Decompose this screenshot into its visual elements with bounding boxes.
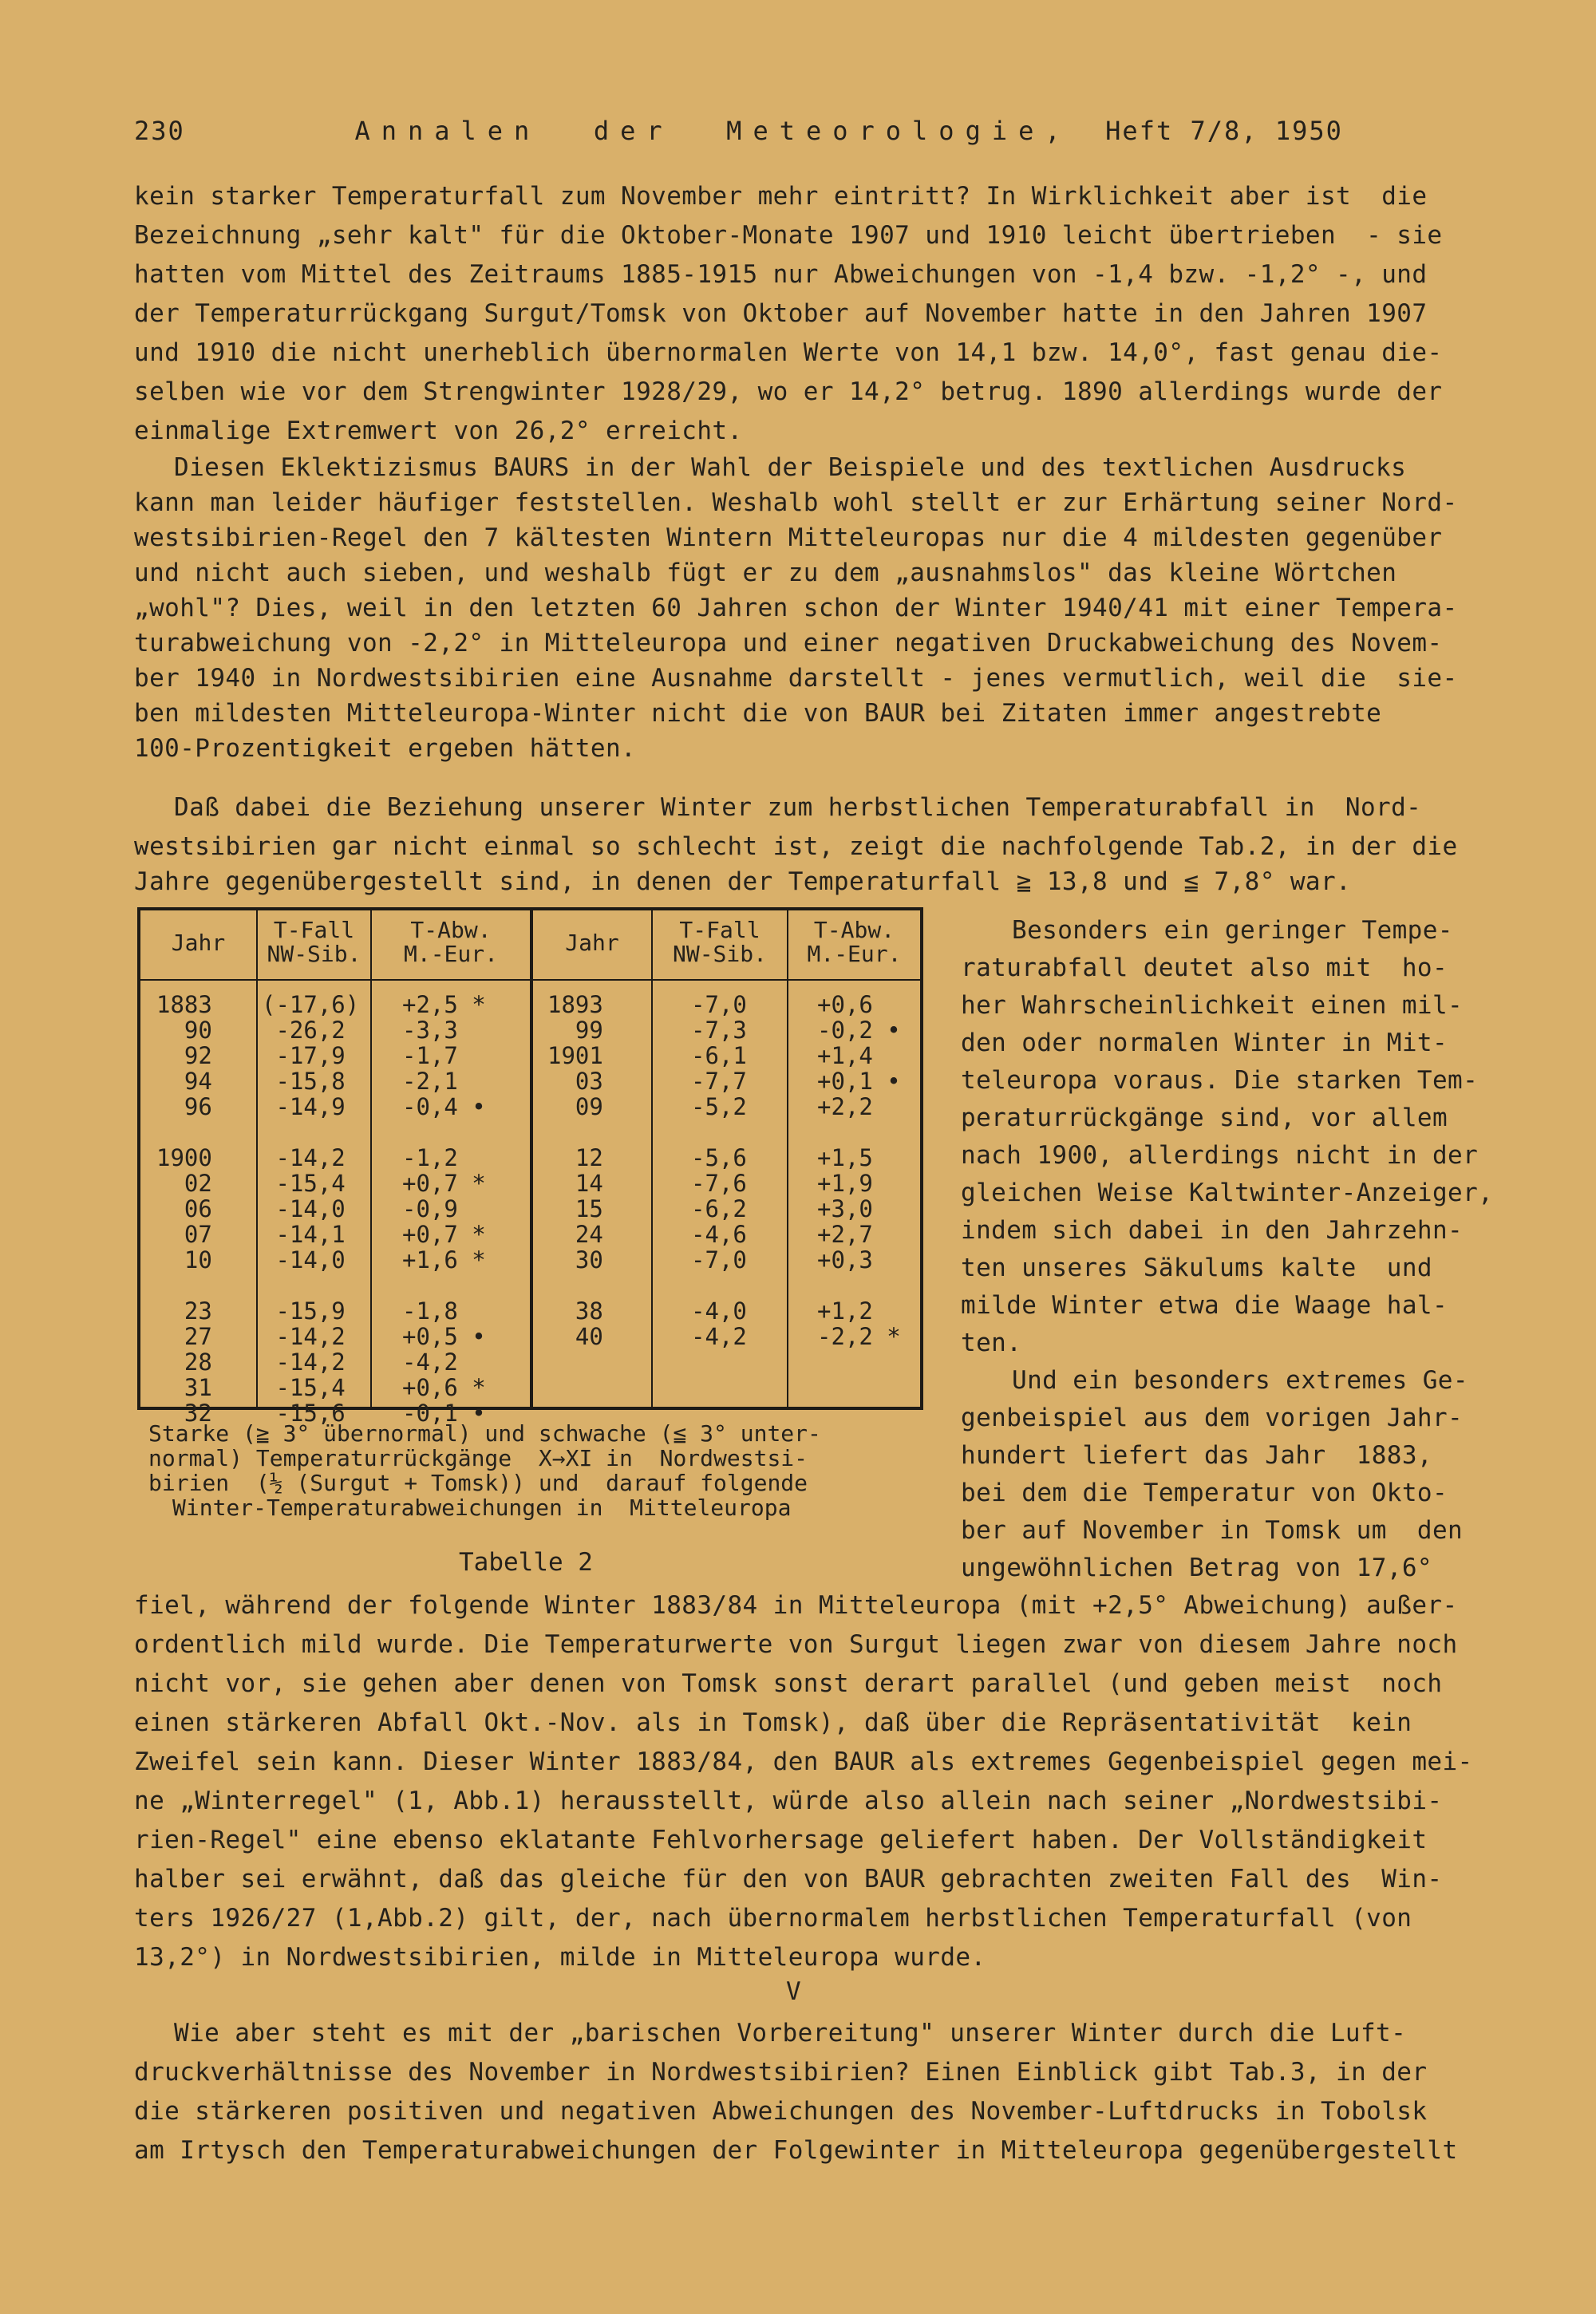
text-line: die stärkeren positiven und negativen Abweichungen des November-Luftdrucks in Tobolsk bbox=[134, 2097, 1428, 2126]
text-line: ters 1926/27 (1,Abb.2) gilt, der, nach übernormalem herbstlichen Temperaturfall (von bbox=[134, 1904, 1412, 1933]
table-column-tabw-right: +0,6 -0,2 • +1,4 +0,1 • +2,2 +1,5 +1,9 +3,0 +2,7 +0,3 +1,2 -2,2 * bbox=[817, 991, 901, 1350]
text-line: kann man leider häufiger feststellen. Weshalb wohl stellt er zur Erhärtung seiner Nord- bbox=[134, 488, 1458, 517]
text-line: Bezeichnung „sehr kalt" für die Oktober-Monate 1907 und 1910 leicht übertrieben - sie bbox=[134, 221, 1443, 250]
text-line: Wie aber steht es mit der „barischen Vorbereitung" unserer Winter durch die Luft- bbox=[174, 2019, 1407, 2047]
text-line: bei dem die Temperatur von Okto- bbox=[961, 1479, 1448, 1507]
text-line: westsibirien gar nicht einmal so schlecht ist, zeigt die nachfolgende Tab.2, in der die bbox=[134, 832, 1458, 861]
text-line: einen stärkeren Abfall Okt.-Nov. als in Tomsk), daß über die Repräsentativität kein bbox=[134, 1708, 1412, 1737]
text-line: her Wahrscheinlichkeit einen mil- bbox=[961, 991, 1464, 1020]
text-line: halber sei erwähnt, daß das gleiche für den von BAUR gebrachten zweiten Fall des Win- bbox=[134, 1865, 1443, 1893]
text-line: ten unseres Säkulums kalte und bbox=[961, 1254, 1432, 1282]
table-divider bbox=[530, 910, 533, 1407]
table-header-rule bbox=[140, 979, 920, 981]
text-line: hatten vom Mittel des Zeitraums 1885-1915 nur Abweichungen von -1,4 bzw. -1,2° -, und bbox=[134, 260, 1428, 289]
table-divider bbox=[651, 910, 653, 1407]
text-line: druckverhältnisse des November in Nordwestsibirien? Einen Einblick gibt Tab.3, in der bbox=[134, 2058, 1428, 2087]
text-line: 13,2°) in Nordwestsibirien, milde in Mitteleuropa wurde. bbox=[134, 1943, 986, 1972]
section-heading: V bbox=[786, 1977, 801, 2006]
text-line: am Irtysch den Temperaturabweichungen der Folgewinter in Mitteleuropa gegenübergestellt bbox=[134, 2136, 1458, 2165]
table-column-years-right: 1893 99 1901 03 09 12 14 15 24 30 38 40 bbox=[547, 991, 603, 1350]
text-line: Jahre gegenübergestellt sind, in denen der Temperaturfall ≧ 13,8 und ≦ 7,8° war. bbox=[134, 867, 1352, 896]
text-line: westsibirien-Regel den 7 kältesten Wintern Mitteleuropas nur die 4 mildesten gegenüber bbox=[134, 523, 1443, 552]
text-line: nicht vor, sie gehen aber denen von Tomsk sonst derart parallel (und geben meist noch bbox=[134, 1669, 1443, 1698]
text-line: fiel, während der folgende Winter 1883/84 in Mitteleuropa (mit +2,5° Abweichung) außer- bbox=[134, 1591, 1458, 1620]
table-column-tfall-right: -7,0 -7,3 -6,1 -7,7 -5,2 -5,6 -7,6 -6,2 -4,6 -7,0 -4,0 -4,2 bbox=[691, 991, 747, 1350]
text-line: teleuropa voraus. Die starken Tem- bbox=[961, 1066, 1479, 1095]
text-line: einmalige Extremwert von 26,2° erreicht. bbox=[134, 417, 743, 445]
table-column-tfall-left: (-17,6) -26,2 -17,9 -15,8 -14,9 -14,2 -15,4 -14,0 -14,1 -14,0 -15,9 -14,2 -14,2 -15,4 -15,6 bbox=[262, 991, 360, 1427]
text-line: Besonders ein geringer Tempe- bbox=[1012, 916, 1453, 945]
journal-name: Annalen der Meteorologie, bbox=[354, 116, 1072, 146]
table-caption: Winter-Temperaturabweichungen in Mitteleuropa bbox=[172, 1495, 792, 1521]
text-line: peraturrückgänge sind, vor allem bbox=[961, 1104, 1448, 1132]
text-line: selben wie vor dem Strengwinter 1928/29, wo er 14,2° betrug. 1890 allerdings wurde der bbox=[134, 377, 1443, 406]
text-line: den oder normalen Winter in Mit- bbox=[961, 1029, 1448, 1057]
table-divider bbox=[256, 910, 258, 1407]
text-line: „wohl"? Dies, weil in den letzten 60 Jahren schon der Winter 1940/41 mit einer Tempera- bbox=[134, 594, 1458, 622]
text-line: und 1910 die nicht unerheblich übernormalen Werte von 14,1 bzw. 14,0°, fast genau die- bbox=[134, 338, 1443, 367]
table-caption: Starke (≧ 3° übernormal) und schwache (≦ 3° unter- bbox=[148, 1420, 821, 1447]
column-header-tabw: T-Abw. M.-Eur. bbox=[807, 917, 902, 967]
issue-info: Heft 7/8, 1950 bbox=[1105, 116, 1343, 146]
page-number: 230 bbox=[134, 116, 185, 146]
table-column-tabw-left: +2,5 * -3,3 -1,7 -2,1 -0,4 • -1,2 +0,7 * -0,9 +0,7 * +1,6 * -1,8 +0,5 • -4,2 +0,6 * -0,1 • bbox=[402, 991, 486, 1427]
text-line: ten. bbox=[961, 1329, 1022, 1357]
table-title: Tabelle 2 bbox=[459, 1548, 593, 1577]
table-divider bbox=[370, 910, 372, 1407]
text-line: Daß dabei die Beziehung unserer Winter zum herbstlichen Temperaturabfall in Nord- bbox=[174, 793, 1422, 822]
table-caption: normal) Temperaturrückgänge X→XI in Nordwestsi- bbox=[148, 1445, 808, 1471]
text-line: Diesen Eklektizismus BAURS in der Wahl der Beispiele und des textlichen Ausdrucks bbox=[174, 453, 1407, 482]
text-line: ungewöhnlichen Betrag von 17,6° bbox=[961, 1554, 1432, 1582]
table-caption: birien (½ (Surgut + Tomsk)) und darauf folgende bbox=[148, 1470, 808, 1496]
column-header-year: Jahr bbox=[565, 930, 619, 956]
text-line: gleichen Weise Kaltwinter-Anzeiger, bbox=[961, 1179, 1494, 1207]
text-line: und nicht auch sieben, und weshalb fügt er zu dem „ausnahmslos" das kleine Wörtchen bbox=[134, 559, 1397, 587]
text-line: turabweichung von -2,2° in Mitteleuropa und einer negativen Druckabweichung des Novem- bbox=[134, 629, 1443, 657]
text-line: raturabfall deutet also mit ho- bbox=[961, 954, 1448, 982]
text-line: ber 1940 in Nordwestsibirien eine Ausnahme darstellt - jenes vermutlich, weil die sie- bbox=[134, 664, 1458, 693]
text-line: kein starker Temperaturfall zum November mehr eintritt? In Wirklichkeit aber ist die bbox=[134, 182, 1428, 211]
text-line: ne „Winterregel" (1, Abb.1) herausstellt, würde also allein nach seiner „Nordwestsibi- bbox=[134, 1787, 1443, 1815]
text-line: rien-Regel" eine ebenso eklatante Fehlvorhersage geliefert haben. Der Vollständigkeit bbox=[134, 1826, 1428, 1854]
table-divider bbox=[787, 910, 788, 1407]
column-header-tfall: T-Fall NW-Sib. bbox=[267, 917, 361, 967]
text-line: ordentlich mild wurde. Die Temperaturwerte von Surgut liegen zwar von diesem Jahre noch bbox=[134, 1630, 1458, 1659]
text-line: Und ein besonders extremes Ge- bbox=[1012, 1366, 1468, 1395]
text-line: nach 1900, allerdings nicht in der bbox=[961, 1141, 1479, 1170]
table-column-years-left: 1883 90 92 94 96 1900 02 06 07 10 23 27 28 31 32 bbox=[156, 991, 212, 1427]
page-header bbox=[134, 116, 1343, 146]
text-line: Zweifel sein kann. Dieser Winter 1883/84, den BAUR als extremes Gegenbeispiel gegen mei- bbox=[134, 1747, 1473, 1776]
text-line: 100-Prozentigkeit ergeben hätten. bbox=[134, 734, 637, 763]
text-line: hundert liefert das Jahr 1883, bbox=[961, 1441, 1432, 1470]
column-header-tfall: T-Fall NW-Sib. bbox=[672, 917, 767, 967]
column-header-year: Jahr bbox=[171, 930, 226, 956]
text-line: indem sich dabei in den Jahrzehn- bbox=[961, 1216, 1464, 1245]
data-table bbox=[137, 907, 923, 1427]
text-line: der Temperaturrückgang Surgut/Tomsk von Oktober auf November hatte in den Jahren 1907 bbox=[134, 299, 1428, 328]
text-line: genbeispiel aus dem vorigen Jahr- bbox=[961, 1404, 1464, 1432]
column-header-tabw: T-Abw. M.-Eur. bbox=[403, 917, 498, 967]
text-line: milde Winter etwa die Waage hal- bbox=[961, 1291, 1448, 1320]
text-line: ben mildesten Mitteleuropa-Winter nicht die von BAUR bei Zitaten immer angestrebte bbox=[134, 699, 1382, 728]
text-line: ber auf November in Tomsk um den bbox=[961, 1516, 1464, 1545]
